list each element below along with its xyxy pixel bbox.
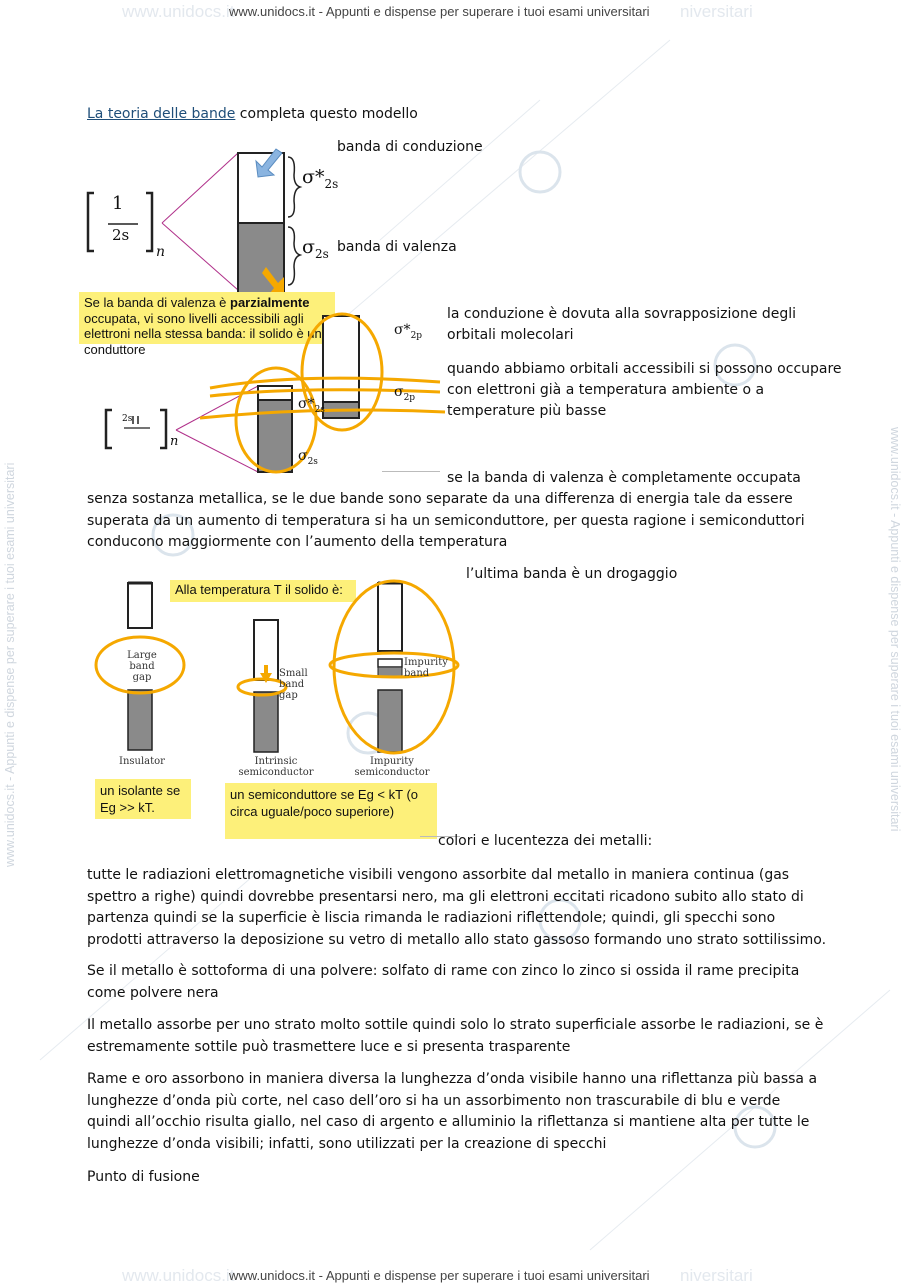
small-gap-label: Small band gap: [279, 668, 308, 701]
impurity-label: Impurity semiconductor: [354, 756, 430, 778]
semiconductor-note: un semiconduttore se Eg < kT (o circa uguale/poco superiore): [225, 783, 437, 839]
divider-line-1: [382, 471, 440, 472]
impurity-band-label: Impurity band: [404, 657, 448, 679]
bracket2-sub: 2s: [122, 414, 133, 424]
bracket-n: n: [156, 244, 166, 260]
watermark-side-left: www.unidocs.it - Appunti e dispense per superare i tuoi esami universitari: [3, 462, 17, 867]
conductor-note-text: Se la banda di valenza è parzialmente occupata, vi sono livelli accessibili agli elettroni nella stessa banda: il solido è un conduttore: [84, 295, 322, 357]
sigma-star-2p-label: $\sigma*_{2p}$: [394, 322, 423, 341]
bracket-denominator: 2s: [112, 226, 130, 244]
intro-heading: [87, 104, 418, 125]
watermark-ghost-left: www.unidocs.it: [122, 2, 235, 21]
paragraph-copper-gold: Rame e oro assorbono in maniera diversa la lunghezza d’onda visibile hanno una riflettanza più bassa a lunghezze d’onda più corte, nel caso dell’oro si ha un assorbimento non trascurabile di blu e verde quindi all’occhio risulta giallo, nel caso di argento e alluminio la riflettanza si mantiene alta per tutte le lunghezze d’onda visibili; infatti, sono utilizzati per la creazione di specchi: [87, 1071, 818, 1152]
access-text: quando abbiamo orbitali accessibili si possono occupare con elettroni già a temperatura ambiente o a temperature più basse: [447, 361, 842, 419]
watermark-side-right: www.unidocs.it - Appunti e dispense per superare i tuoi esami universitari: [888, 427, 902, 832]
watermark-header: www.unidocs.it - Appunti e dispense per superare i tuoi esami universitari: [229, 4, 650, 19]
watermark-ghost-right: niversitari: [680, 2, 753, 21]
semiconductor-intro: se la banda di valenza è completamente occupata: [447, 470, 801, 486]
watermark-ghost-right-bottom: niversitari: [680, 1266, 753, 1285]
sigma-2s-label: $\sigma_{2s}$: [302, 236, 329, 261]
insulator-label: Insulator: [119, 756, 165, 767]
sigma-2p-label: $\sigma_{2p}$: [394, 384, 416, 403]
large-gap-label: Large band gap: [127, 650, 157, 683]
figure3-title: Alla temperatura T il solido è:: [175, 582, 343, 597]
watermark-footer: www.unidocs.it - Appunti e dispense per superare i tuoi esami universitari: [229, 1268, 650, 1283]
sigma-2s-label-2: $\sigma_{2s}$: [298, 448, 318, 467]
intro-heading-rest: completa questo modello: [235, 106, 418, 122]
paragraph-powder: Se il metallo è sottoforma di una polvere: solfato di rame con zinco lo zinco si ossida il rame precipita come polvere nera: [87, 963, 800, 1001]
overlap-text: la conduzione è dovuta alla sovrapposizione degli orbitali molecolari: [447, 306, 797, 343]
bracket-numerator: 1: [112, 193, 124, 214]
fusion-heading: Punto di fusione: [87, 1169, 200, 1185]
insulator-note: un isolante se Eg >> kT.: [95, 779, 191, 819]
doping-caption: l’ultima banda è un drogaggio: [466, 566, 678, 582]
intrinsic-label: Intrinsic semiconductor: [238, 756, 314, 778]
semiconductor-paragraph: senza sostanza metallica, se le due bande sono separate da una differenza di energia tale da essere superata da un aumento di temperatura si ha un semiconduttore, per questa ragione i semiconduttori conducono maggiormente con l’aumento della temperatura: [87, 491, 805, 550]
band-theory-link[interactable]: La teoria delle bande: [87, 106, 236, 122]
colors-heading: colori e lucentezza dei metalli:: [438, 833, 653, 849]
band-diagram-1: [80, 145, 340, 295]
conduction-band-label: banda di conduzione: [337, 139, 483, 155]
paragraph-thin-layer: Il metallo assorbe per uno strato molto sottile quindi solo lo strato superficiale assorbe le radiazioni, se è estremamente sottile può trasmettere luce e si presenta trasparente: [87, 1017, 824, 1055]
sigma-star-2s-label: $\sigma*_{2s}$: [302, 166, 339, 191]
sigma-star-2s-label-2: $\sigma*_{2s}$: [298, 396, 325, 415]
bracket2-n: n: [170, 434, 179, 449]
watermark-ghost-left-bottom: www.unidocs.it: [122, 1266, 235, 1285]
valence-band-label: banda di valenza: [337, 239, 457, 255]
paragraph-radiation: tutte le radiazioni elettromagnetiche visibili vengono assorbite dal metallo in maniera continua (gas spettro a righe) quindi dovrebbe presentarsi nero, ma gli elettroni eccitati ricadono subito allo stato di partenza quindi se la superficie è liscia rimanda le radiazioni riflettendole; quindi, gli specchi sono prodotti attraverso la deposizione su vetro di metallo allo stato gassoso formando uno strato sottilissimo.: [87, 867, 827, 948]
